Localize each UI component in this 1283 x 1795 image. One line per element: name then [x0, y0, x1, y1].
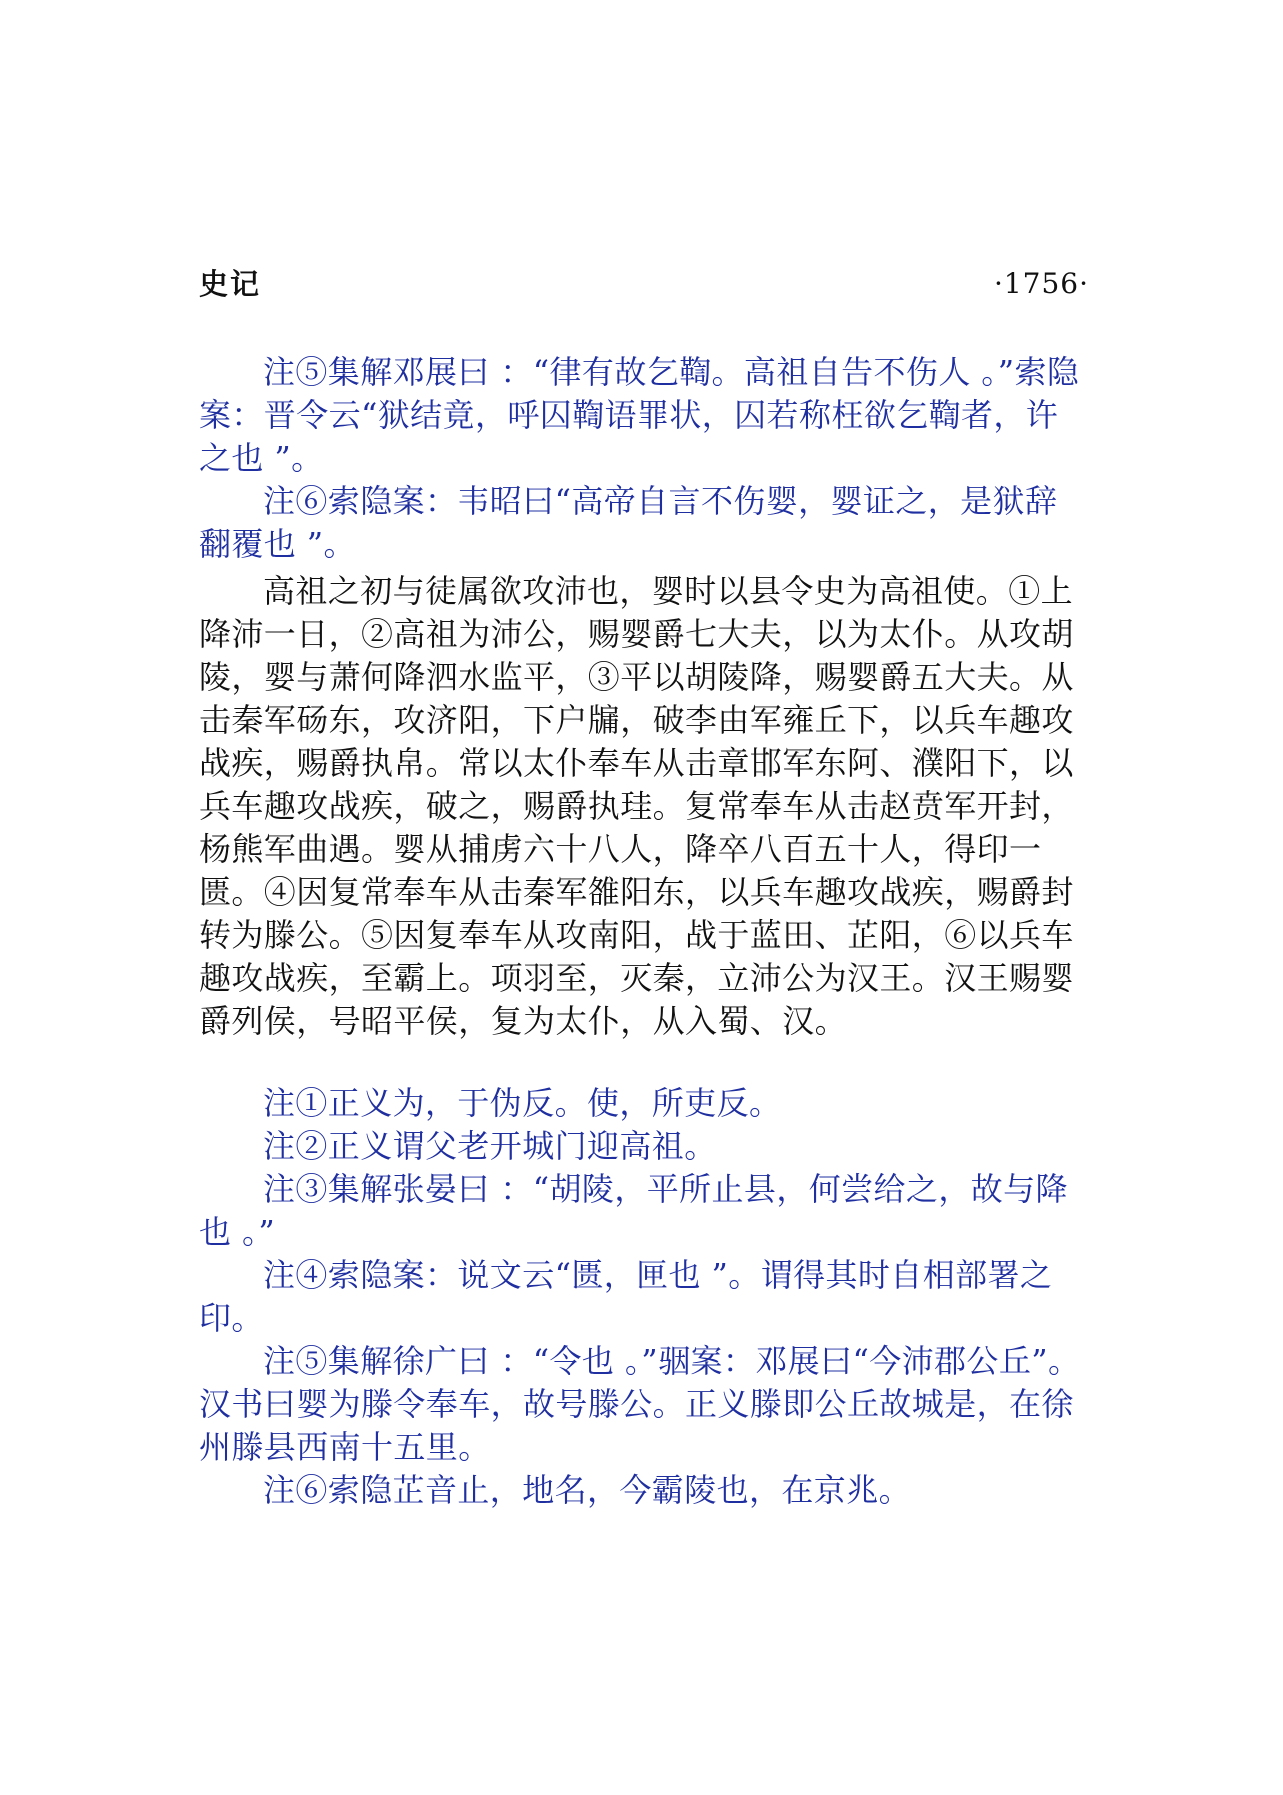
annotation-block-bottom	[199, 1082, 1089, 1512]
book-title: 史记	[199, 267, 262, 301]
main-text-block	[199, 570, 1089, 1043]
annotation-note: 注①正义为，于伪反。使，所吏反。	[263, 1084, 782, 1122]
annotation-note: 注⑤集解徐广曰 ：“令也 。”骃案：邓展曰“今沛郡公丘”。汉书曰婴为滕令奉车，故号滕公。正义滕即公丘故城是，在徐州滕县西南十五里。	[199, 1342, 1081, 1466]
main-paragraph: 高祖之初与徒属欲攻沛也，婴时以县令史为高祖使。①上降沛一日，②高祖为沛公，赐婴爵七大夫，以为太仆。从攻胡陵，婴与萧何降泗水监平，③平以胡陵降，赐婴爵五大夫。从击秦军砀东，攻济阳，下户牖，破李由军雍丘下，以兵车趣攻战疾，赐爵执帛。常以太仆奉车从击章邯军东阿、濮阳下，以兵车趣攻战疾，破之，赐爵执珪。复常奉车从击赵贲军开封，杨熊军曲遇。婴从捕虏六十八人，降卒八百五十人，得印一匮。④因复常奉车从击秦军雒阳东，以兵车趣攻战疾，赐爵封转为滕公。⑤因复奉车从攻南阳，战于蓝田、芷阳，⑥以兵车趣攻战疾，至霸上。项羽至，灭秦，立沛公为汉王。汉王赐婴爵列侯，号昭平侯，复为太仆，从入蜀、汉。	[199, 572, 1074, 1040]
annotation-note: 注⑤集解邓展曰 ：“律有故乞鞫。高祖自告不伤人 。”索隐案：晋令云“狱结竟，呼囚鞫语罪状，囚若称枉欲乞鞫者，许之也 ”。	[199, 353, 1080, 477]
annotation-note: 注⑥索隐芷音止，地名，今霸陵也，在京兆。	[263, 1471, 912, 1509]
annotation-block-top	[199, 351, 1089, 566]
page-number: ·1756·	[993, 267, 1089, 300]
annotation-note: 注③集解张晏曰 ：“胡陵，平所止县，何尝给之，故与降也 。”	[199, 1170, 1068, 1251]
annotation-note: 注④索隐案：说文云“匮，匣也 ”。谓得其时自相部署之印。	[199, 1256, 1053, 1337]
running-head	[199, 264, 1089, 304]
annotation-note: 注⑥索隐案：韦昭曰“高帝自言不伤婴，婴证之，是狱辞翻覆也 ”。	[199, 482, 1058, 563]
annotation-note: 注②正义谓父老开城门迎高祖。	[263, 1127, 717, 1165]
